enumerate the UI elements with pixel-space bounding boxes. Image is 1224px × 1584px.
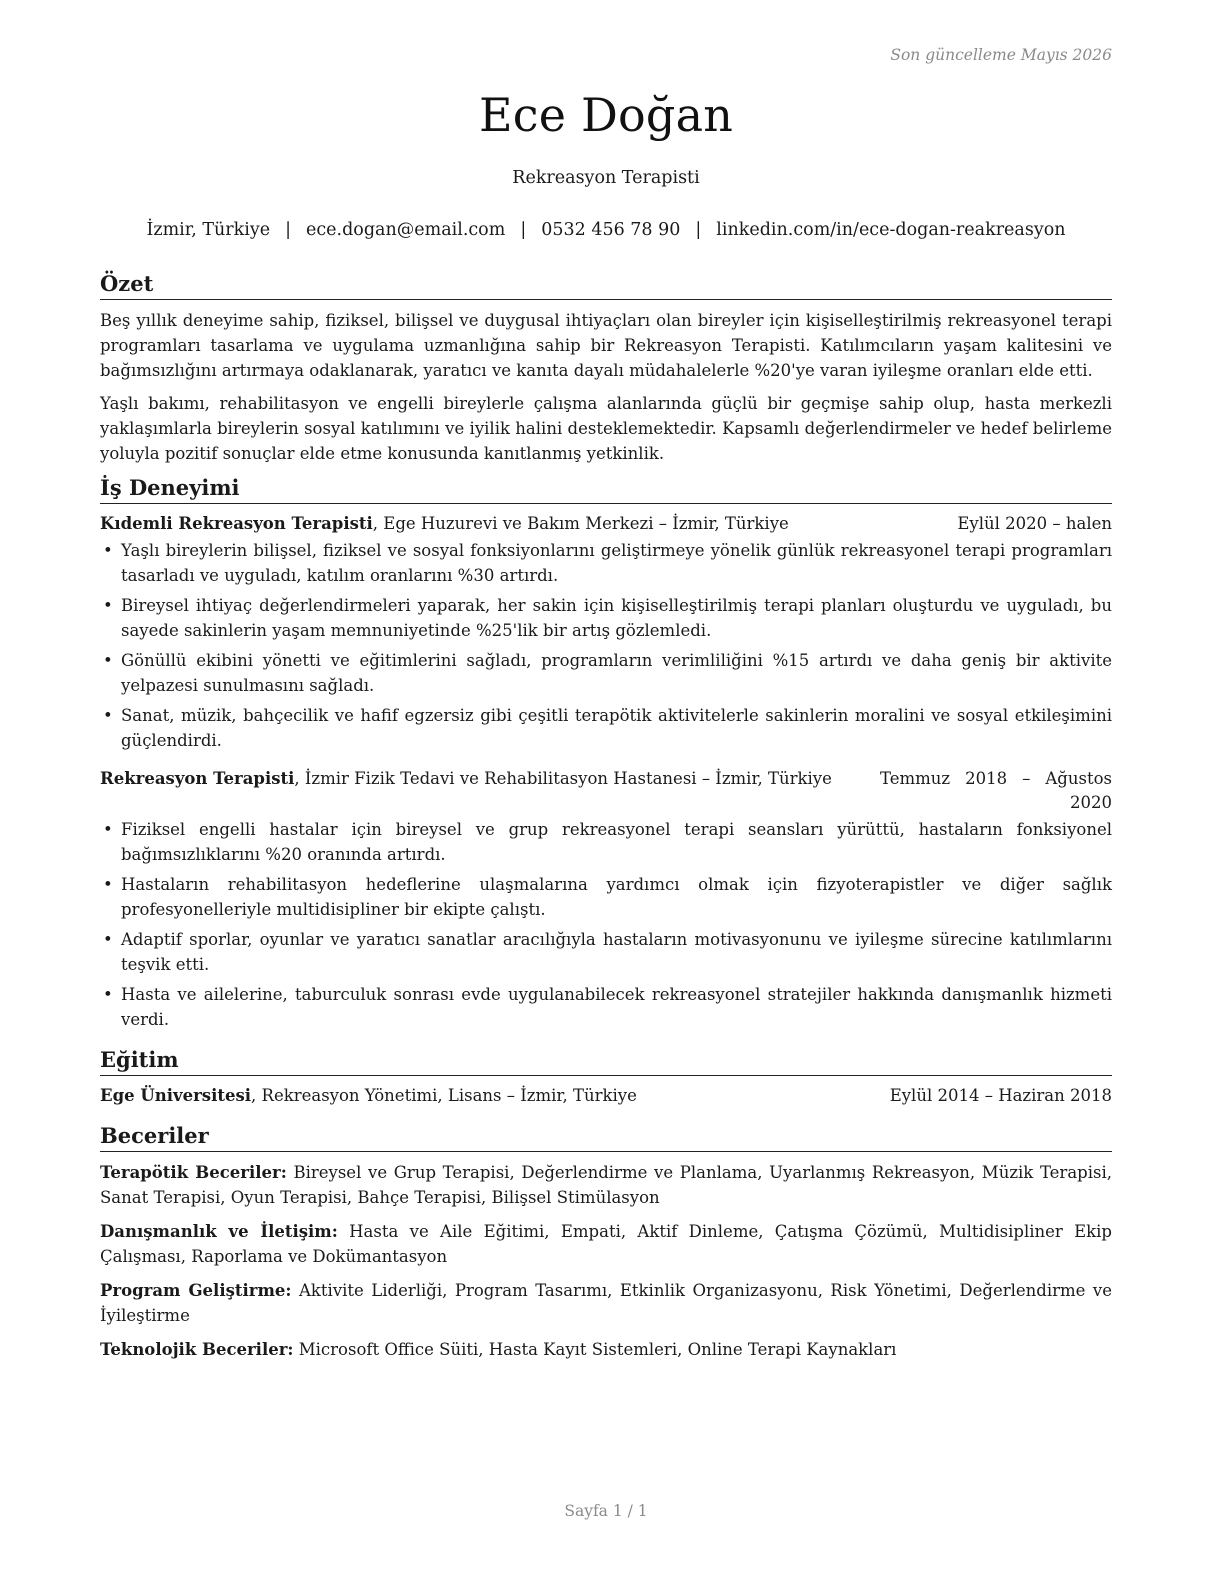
resume-content bbox=[100, 270, 1112, 1371]
skill-group-items: Bireysel ve Grup Terapisi, Değerlendirme ve Planlama, Uyarlanmış Rekreasyon, Müzik Terapisi, Sanat Terapisi, Oyun Terapisi, Bahçe Terapisi, Bilişsel Stimülasyon bbox=[100, 1163, 1112, 1207]
job-entry bbox=[100, 512, 1112, 753]
skills-heading: Beceriler bbox=[100, 1122, 1112, 1152]
job-bullets bbox=[100, 538, 1112, 753]
bullet-icon: • bbox=[103, 930, 113, 949]
summary-paragraph: Beş yıllık deneyime sahip, fiziksel, bilişsel ve duygusal ihtiyaçları olan bireyler için kişiselleştirilmiş rekreasyonel terapi programları tasarlama ve uygulama uzmanlığına sahip bir Rekreasyon Terapisti. Katılımcıların yaşam kalitesini ve bağımsızlığını artırmaya odaklanarak, yaratıcı ve kanıta dayalı müdahalelerle %20'ye varan iyileşme oranları elde etti. bbox=[100, 311, 1112, 380]
summary-heading: Özet bbox=[100, 270, 1112, 300]
contact-separator: | bbox=[520, 220, 527, 240]
job-bullet: • Gönüllü ekibini yönetti ve eğitimlerini sağladı, programların verimliliğini %15 artırdı ve daha geniş bir aktivite yelpazesi sunulmasını sağladı. bbox=[100, 648, 1112, 698]
education-school: Ege Üniversitesi bbox=[100, 1086, 252, 1105]
job-bullet: • Adaptif sporlar, oyunlar ve yaratıcı sanatlar aracılığıyla hastaların motivasyonunu ve iyileşme sürecine katılımlarını teşvik etti. bbox=[100, 927, 1112, 977]
job-organization: , İzmir Fizik Tedavi ve Rehabilitasyon Hastanesi – İzmir, Türkiye bbox=[294, 769, 832, 788]
job-bullet: • Yaşlı bireylerin bilişsel, fiziksel ve sosyal fonksiyonlarını geliştirmeye yönelik günlük rekreasyonel terapi programları tasarladı ve uyguladı, katılım oranlarını %30 artırdı. bbox=[100, 538, 1112, 588]
education-section bbox=[100, 1046, 1112, 1108]
bullet-icon: • bbox=[103, 875, 113, 894]
job-bullet: • Hasta ve ailelerine, taburculuk sonrası evde uygulanabilecek rekreasyonel stratejiler hakkında danışmanlık hizmeti verdi. bbox=[100, 982, 1112, 1032]
last-updated: Son güncelleme Mayıs 2026 bbox=[890, 46, 1112, 64]
job-role: Rekreasyon Terapisti bbox=[100, 769, 295, 788]
job-bullet: • Fiziksel engelli hastalar için bireysel ve grup rekreasyonel terapi seansları yürüttü, hastaların fonksiyonel bağımsızlıklarını %20 oranında artırdı. bbox=[100, 817, 1112, 867]
job-bullets bbox=[100, 817, 1112, 1032]
page-number: Sayfa 1 / 1 bbox=[564, 1502, 648, 1520]
bullet-icon: • bbox=[103, 985, 113, 1004]
skill-group-items: Hasta ve Aile Eğitimi, Empati, Aktif Dinleme, Çatışma Çözümü, Multidisipliner Ekip Çalışması, Raporlama ve Dokümantasyon bbox=[100, 1222, 1112, 1266]
skill-group bbox=[100, 1219, 1112, 1269]
job-bullet: • Sanat, müzik, bahçecilik ve hafif egzersiz gibi çeşitli terapötik aktivitelerle sakinlerin moralini ve sosyal etkileşimini güçlendirdi. bbox=[100, 703, 1112, 753]
job-dates: Temmuz 2018 – Ağustos 2020 bbox=[880, 769, 1112, 812]
contact-separator: | bbox=[695, 220, 702, 240]
summary-paragraph: Yaşlı bakımı, rehabilitasyon ve engelli bireylerle çalışma alanlarında güçlü bir geçmişe sahip olup, hasta merkezli yaklaşımlarla bireylerin sosyal katılımını ve iyilik halini desteklemektedir. Kapsamlı değerlendirmeler ve hedef belirleme yoluyla pozitif sonuçlar elde etme konusunda kanıtlanmış yetkinlik. bbox=[100, 394, 1112, 463]
experience-section bbox=[100, 474, 1112, 1032]
contact-phone: 0532 456 78 90 bbox=[541, 220, 681, 240]
skills-section bbox=[100, 1122, 1112, 1362]
education-heading: Eğitim bbox=[100, 1046, 1112, 1076]
education-entry bbox=[100, 1084, 1112, 1108]
job-bullet: • Bireysel ihtiyaç değerlendirmeleri yaparak, her sakin için kişiselleştirilmiş terapi planları oluşturdu ve uyguladı, bu sayede sakinlerin yaşam memnuniyetinde %25'lik bir artış gözlemledi. bbox=[100, 593, 1112, 643]
skill-group-label: Program Geliştirme: bbox=[100, 1281, 292, 1300]
job-bullet: • Hastaların rehabilitasyon hedeflerine ulaşmalarına yardımcı olmak için fizyoterapistler ve diğer sağlık profesyonelleriyle multidisipliner bir ekipte çalıştı. bbox=[100, 872, 1112, 922]
contact-separator: | bbox=[285, 220, 292, 240]
job-entry bbox=[100, 767, 1112, 1032]
job-organization: , Ege Huzurevi ve Bakım Merkezi – İzmir, Türkiye bbox=[372, 514, 789, 533]
skill-group-items: Microsoft Office Süiti, Hasta Kayıt Sistemleri, Online Terapi Kaynakları bbox=[293, 1340, 897, 1359]
bullet-icon: • bbox=[103, 820, 113, 839]
skill-group-label: Terapötik Beceriler: bbox=[100, 1163, 287, 1182]
bullet-icon: • bbox=[103, 651, 113, 670]
bullet-icon: • bbox=[103, 706, 113, 725]
job-role: Kıdemli Rekreasyon Terapisti bbox=[100, 514, 373, 533]
contact-email[interactable]: ece.dogan@email.com bbox=[306, 220, 506, 240]
skill-group bbox=[100, 1278, 1112, 1328]
bullet-icon: • bbox=[103, 541, 113, 560]
education-dates: Eylül 2014 – Haziran 2018 bbox=[889, 1086, 1112, 1105]
education-detail: , Rekreasyon Yönetimi, Lisans – İzmir, Türkiye bbox=[251, 1086, 637, 1105]
skill-group bbox=[100, 1160, 1112, 1210]
skill-group-label: Danışmanlık ve İletişim: bbox=[100, 1222, 338, 1241]
skill-group-label: Teknolojik Beceriler: bbox=[100, 1340, 294, 1359]
contact-line bbox=[100, 220, 1112, 240]
bullet-icon: • bbox=[103, 596, 113, 615]
contact-location: İzmir, Türkiye bbox=[146, 220, 271, 240]
summary-section bbox=[100, 270, 1112, 466]
skill-group bbox=[100, 1337, 1112, 1362]
experience-heading: İş Deneyimi bbox=[100, 474, 1112, 504]
resume-page bbox=[100, 0, 1112, 1584]
job-header bbox=[100, 512, 1112, 536]
skill-group-items: Aktivite Liderliği, Program Tasarımı, Etkinlik Organizasyonu, Risk Yönetimi, Değerlendirme ve İyileştirme bbox=[100, 1281, 1112, 1325]
job-dates: Eylül 2020 – halen bbox=[957, 514, 1112, 533]
job-title: Rekreasyon Terapisti bbox=[512, 168, 700, 188]
person-name: Ece Doğan bbox=[478, 88, 734, 142]
job-header bbox=[100, 767, 1112, 815]
contact-linkedin[interactable]: linkedin.com/in/ece-dogan-reakreasyon bbox=[716, 220, 1066, 240]
